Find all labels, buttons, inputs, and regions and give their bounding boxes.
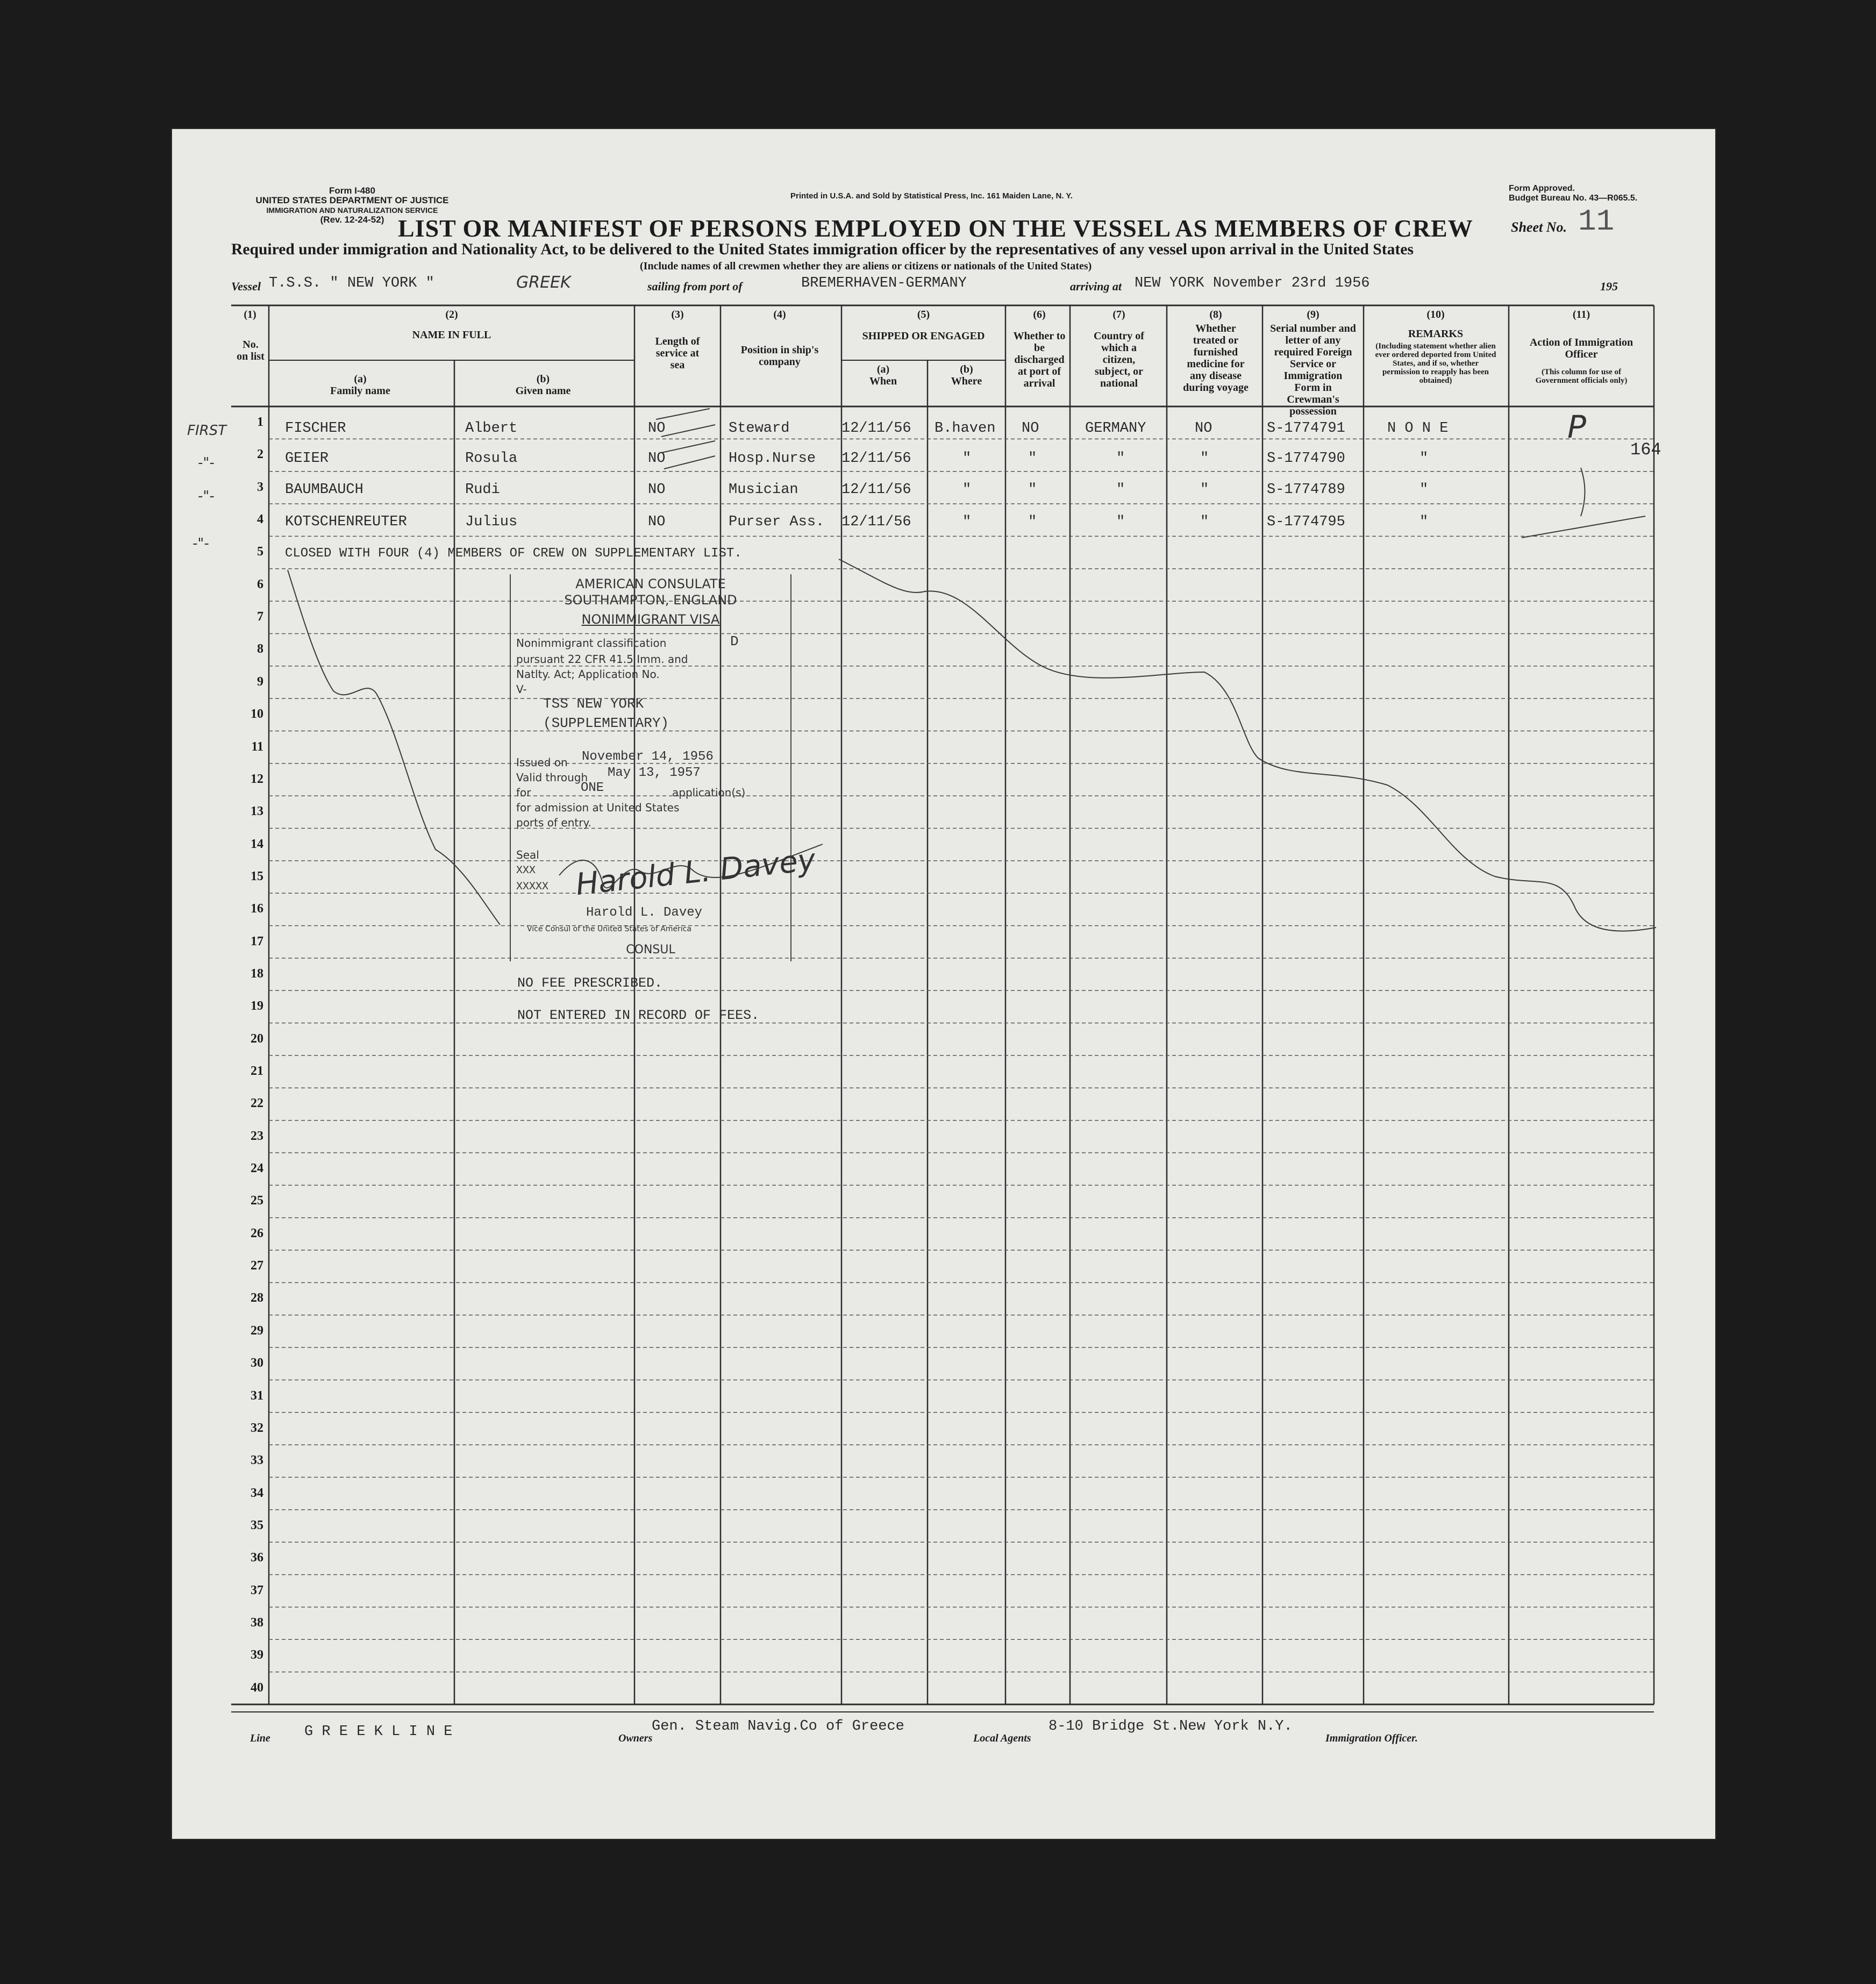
col2a-sub: (a) [354, 373, 367, 385]
country: " [1116, 514, 1125, 530]
discharged: " [1028, 482, 1037, 498]
row-number: 35 [251, 1518, 263, 1532]
row-number: 18 [251, 966, 263, 981]
col2-number: (2) [445, 309, 458, 320]
stamp-consulate: AMERICAN CONSULATE [575, 576, 726, 591]
officer-mark: P [1567, 409, 1586, 445]
printer-line: Printed in U.S.A. and Sold by Statistical Press, Inc. 161 Maiden Lane, N. Y. [790, 191, 1073, 201]
col9-header: Serial number and letter of any required Foreign Service or Immigration Form in Crewman's possession [1270, 323, 1356, 417]
country: " [1116, 451, 1125, 467]
col4-header: Position in ship's company [740, 344, 819, 368]
service-length: NO [648, 482, 666, 498]
stamp-issued-date: November 14, 1956 [582, 750, 714, 764]
position: Hosp.Nurse [729, 451, 816, 467]
sailing-label: sailing from port of [647, 280, 743, 293]
stamp-ship: TSS NEW YORK [543, 696, 644, 712]
col5-header: SHIPPED OR ENGAGED [862, 330, 985, 342]
arriving-port: NEW YORK November 23rd 1956 [1135, 275, 1370, 291]
stamp-location: SOUTHAMPTON, ENGLAND [564, 593, 737, 608]
stamp-admission: for admission at United States [516, 801, 680, 814]
col9-number: (9) [1307, 309, 1319, 320]
country: GERMANY [1085, 420, 1146, 437]
include-note: (Include names of all crewmen whether they are aliens or citizens or nationals of the United States) [640, 260, 1092, 272]
row-number: 13 [251, 804, 263, 819]
row-mark: FIRST [187, 423, 227, 439]
vessel-label: Vessel [231, 280, 261, 293]
family-name: BAUMBAUCH [285, 482, 363, 498]
row-number: 17 [251, 934, 263, 948]
stamp-seal: Seal [516, 848, 539, 861]
col2b-header: Given name [515, 385, 571, 397]
col4-number: (4) [773, 309, 786, 320]
fee-line-2: NOT ENTERED IN RECORD OF FEES. [517, 1008, 760, 1023]
medicine: " [1200, 482, 1209, 498]
stamp-signer-title: Vice Consul of the United States of America [527, 925, 691, 933]
row-number: 26 [251, 1226, 263, 1240]
row-mark: -"- [192, 536, 209, 552]
discharged: " [1028, 514, 1037, 530]
service-length: NO [648, 420, 666, 437]
family-name: KOTSCHENREUTER [285, 514, 407, 530]
stamp-valid-label: Valid through [516, 771, 588, 784]
footer-owners-label: Owners [618, 1732, 653, 1744]
col2a-header: Family name [330, 385, 390, 397]
col5-number: (5) [917, 309, 930, 320]
shipped-when: 12/11/56 [841, 451, 911, 467]
col5a-sub: (a) [876, 363, 890, 375]
col2b-sub: (b) [536, 373, 550, 385]
stamp-valid-date: May 13, 1957 [608, 766, 701, 780]
row-number: 16 [251, 902, 263, 916]
country: " [1116, 482, 1125, 498]
department: UNITED STATES DEPARTMENT OF JUSTICE [255, 195, 449, 205]
row-number: 21 [251, 1064, 263, 1078]
stamp-issued-label: Issued on [516, 756, 568, 769]
shipped-where: " [962, 451, 972, 467]
col10-header: REMARKS [1408, 328, 1464, 340]
row-number: 7 [257, 610, 263, 624]
medicine: NO [1195, 420, 1212, 437]
row-number: 22 [251, 1096, 263, 1111]
row-number: 40 [251, 1680, 263, 1695]
family-name: FISCHER [285, 420, 346, 437]
footer-line-value: G R E E K L I N E [304, 1724, 453, 1740]
budget-bureau: Budget Bureau No. 43—R065.5. [1509, 194, 1638, 203]
row-number: 23 [251, 1129, 263, 1143]
row-mark: -"- [198, 488, 215, 504]
row-number: 34 [251, 1486, 263, 1500]
stamp-consul: CONSUL [626, 943, 675, 957]
sheet-number: 11 [1578, 204, 1615, 239]
row-number: 27 [251, 1259, 263, 1273]
footer-agents-label: Local Agents [973, 1732, 1031, 1744]
sheet-label: Sheet No. [1511, 219, 1567, 235]
footer-officer-label: Immigration Officer. [1325, 1732, 1418, 1744]
col6-number: (6) [1033, 309, 1046, 320]
row-number: 30 [251, 1356, 263, 1371]
row-number: 6 [257, 577, 263, 591]
serial-number: S-1774789 [1267, 482, 1345, 498]
officer-number: 164 [1630, 440, 1661, 460]
row-number: 9 [257, 674, 263, 689]
discharged: NO [1022, 420, 1039, 437]
row-number: 1 [257, 415, 263, 429]
stamp-classification-label: Nonimmigrant classification [516, 637, 667, 650]
row-number: 33 [251, 1453, 263, 1468]
row-number: 32 [251, 1421, 263, 1435]
footer-owners-value: Gen. Steam Navig.Co of Greece [652, 1718, 904, 1735]
row-number: 12 [251, 772, 263, 786]
footer-line-label: Line [250, 1732, 270, 1744]
row-number: 20 [251, 1031, 263, 1046]
col7-header: Country of which a citizen, subject, or national [1094, 330, 1144, 389]
col5b-header: Where [951, 375, 982, 387]
row-number: 19 [251, 999, 263, 1014]
col11-number: (11) [1572, 309, 1590, 320]
remarks: " [1420, 451, 1429, 467]
row-number: 5 [257, 545, 263, 559]
row-number: 10 [251, 707, 263, 722]
shipped-when: 12/11/56 [841, 420, 911, 437]
col1-header: No. on list [237, 339, 265, 362]
row-number: 3 [257, 480, 263, 494]
medicine: " [1200, 451, 1209, 467]
col11-note: (This column for use of Government officials only) [1535, 368, 1628, 385]
given-name: Albert [465, 420, 518, 437]
col10-number: (10) [1426, 309, 1445, 320]
stamp-visa-type: NONIMMIGRANT VISA [581, 612, 720, 627]
row-number: 11 [251, 739, 263, 754]
arriving-label: arriving at [1070, 280, 1122, 293]
row-number: 25 [251, 1194, 263, 1208]
row-number: 15 [251, 869, 263, 883]
stamp-xxx-1: XXX [516, 865, 536, 877]
revision: (Rev. 12-24-52) [320, 215, 384, 225]
col3-header: Length of service at sea [655, 336, 700, 371]
col8-number: (8) [1209, 309, 1222, 320]
row-number: 28 [251, 1291, 263, 1305]
shipped-when: 12/11/56 [841, 482, 911, 498]
col7-number: (7) [1112, 309, 1125, 320]
col2-header: NAME IN FULL [412, 329, 491, 341]
consul-signature: Harold L. Davey [574, 842, 817, 903]
shipped-when: 12/11/56 [841, 514, 911, 530]
remarks: " [1420, 482, 1429, 498]
medicine: " [1200, 514, 1209, 530]
shipped-where: " [962, 482, 972, 498]
position: Purser Ass. [729, 514, 825, 530]
serial-number: S-1774791 [1267, 420, 1345, 437]
remarks: N O N E [1387, 420, 1449, 437]
position: Musician [729, 482, 798, 498]
service-length: NO [648, 514, 666, 530]
row-number: 2 [257, 447, 263, 462]
row-number: 29 [251, 1323, 263, 1338]
col1-number: (1) [244, 309, 256, 320]
serial-number: S-1774790 [1267, 451, 1345, 467]
subtitle: Required under immigration and Nationality Act, to be delivered to the United States immigration officer by the representatives of any vessel upon arrival in the United States [231, 241, 1414, 258]
serial-number: S-1774795 [1267, 514, 1345, 530]
stamp-for-value: ONE [581, 781, 604, 795]
given-name: Rosula [465, 451, 518, 467]
row-number: 37 [251, 1583, 263, 1597]
row-number: 4 [257, 512, 263, 527]
stamp-pursuant: pursuant 22 CFR 41.5 Imm. and [516, 653, 688, 666]
stamp-classification-value: D [730, 633, 739, 650]
stamp-supplementary: (SUPPLEMENTARY) [543, 715, 669, 731]
stamp-xxx-2: XXXXX [516, 881, 549, 893]
row-mark: -"- [198, 455, 215, 471]
stamp-for-label: for [516, 786, 531, 799]
footer-agents-value: 8-10 Bridge St.New York N.Y. [1048, 1718, 1293, 1735]
col5b-sub: (b) [960, 363, 973, 375]
fee-line-1: NO FEE PRESCRIBED. [517, 975, 663, 991]
form-approved: Form Approved. [1509, 184, 1575, 193]
row-number: 38 [251, 1615, 263, 1630]
service-length: NO [648, 451, 666, 467]
family-name: GEIER [285, 451, 329, 467]
col3-number: (3) [671, 309, 684, 320]
shipped-where: B.haven [935, 420, 996, 437]
position: Steward [729, 420, 790, 437]
col11-header: Action of Immigration Officer [1529, 337, 1634, 360]
row-number: 14 [251, 837, 263, 851]
stamp-ports: ports of entry. [516, 816, 591, 829]
sailing-port: BREMERHAVEN-GERMANY [801, 275, 967, 291]
row-number: 24 [251, 1161, 263, 1176]
discharged: " [1028, 451, 1037, 467]
vessel-handwritten: GREEK [516, 273, 571, 292]
row-number: 36 [251, 1551, 263, 1565]
row-number: 39 [251, 1648, 263, 1662]
shipped-where: " [962, 514, 972, 530]
given-name: Rudi [465, 482, 500, 498]
visa-stamp [510, 574, 791, 961]
col5a-header: When [869, 375, 897, 387]
vessel-name: T.S.S. " NEW YORK " [269, 275, 434, 291]
year-suffix: 195 [1600, 280, 1618, 293]
closing-note: CLOSED WITH FOUR (4) MEMBERS OF CREW ON SUPPLEMENTARY LIST. [285, 546, 742, 561]
stamp-applications: application(s) [672, 786, 746, 799]
row-number: 8 [257, 642, 263, 656]
remarks: " [1420, 514, 1429, 530]
given-name: Julius [465, 514, 518, 530]
col10-note: (Including statement whether alien ever ordered deported from United States, and if so, whether permission to reapply has been obtained) [1375, 342, 1496, 385]
form-number: Form I-480 [329, 185, 375, 196]
col8-header: Whether treated or furnished medicine for any disease during voyage [1183, 323, 1249, 394]
service: IMMIGRATION AND NATURALIZATION SERVICE [266, 206, 438, 215]
stamp-natlty: Natlty. Act; Application No. [516, 668, 660, 681]
page-title: LIST OR MANIFEST OF PERSONS EMPLOYED ON THE VESSEL AS MEMBERS OF CREW [398, 215, 1473, 242]
row-number: 31 [251, 1388, 263, 1403]
col6-header: Whether to be discharged at port of arrival [1013, 330, 1066, 389]
stamp-signer: Harold L. Davey [586, 905, 703, 920]
stamp-v: V- [516, 683, 527, 696]
